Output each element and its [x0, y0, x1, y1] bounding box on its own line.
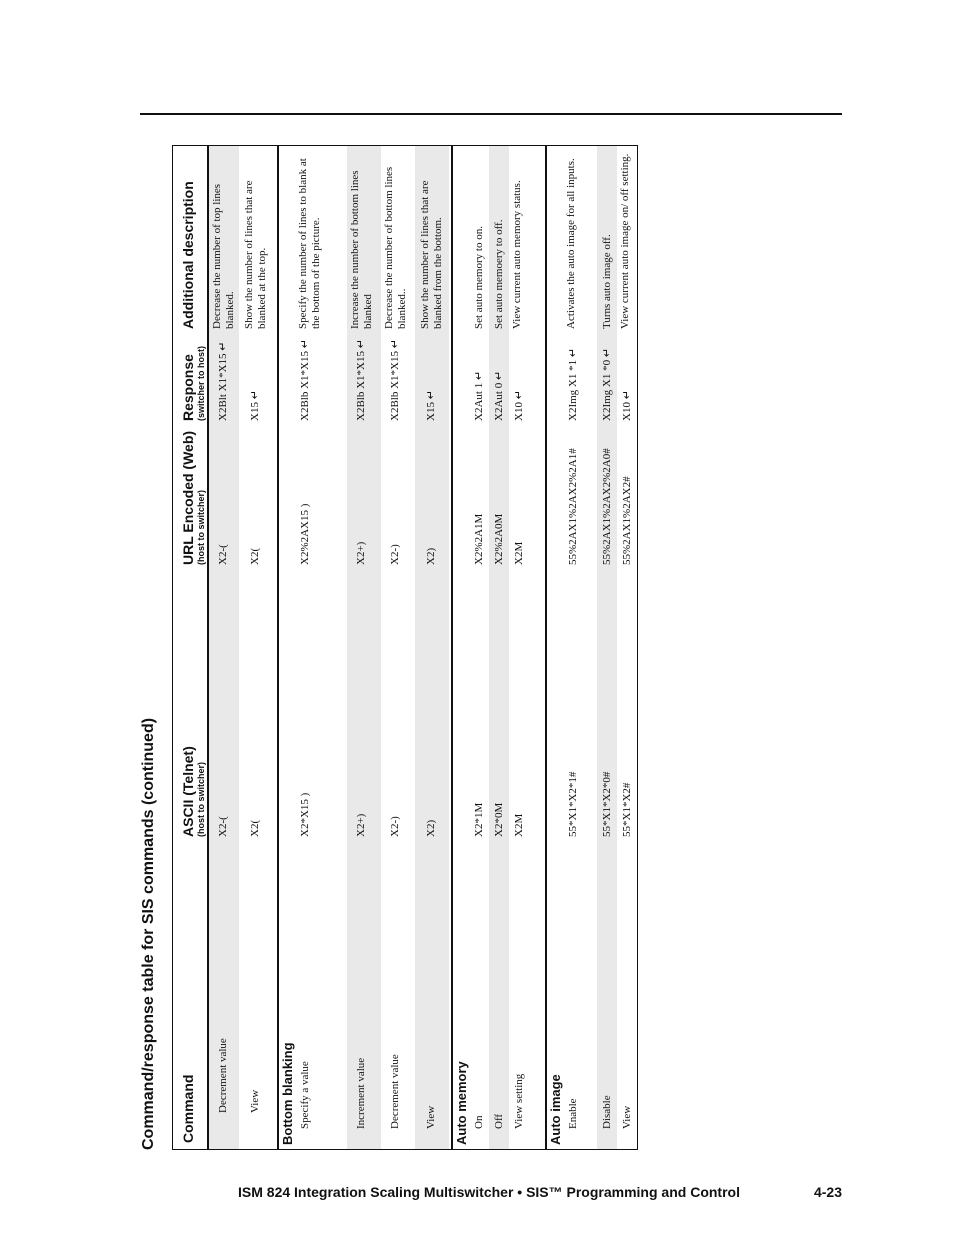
cell-desc: Turns auto image off. [601, 234, 613, 329]
section-divider [451, 146, 453, 1149]
cell-url: X2+) [355, 541, 367, 565]
cell-ascii: X2( [249, 819, 261, 837]
cell-command: Increment value [355, 1057, 367, 1129]
cell-ascii: X2M [513, 813, 525, 837]
table-row [415, 146, 449, 1149]
footer-title: ISM 824 Integration Scaling Multiswitcher • SIS™ Programming and Control [238, 1184, 740, 1200]
cell-url: 55%2AX1%2AX2# [621, 476, 633, 565]
table-row [489, 146, 509, 1149]
cell-url: X2-( [217, 544, 229, 565]
cell-response: X2Img X1 *1 ↵ [567, 347, 579, 421]
cell-command: View [249, 1089, 261, 1113]
cell-ascii: 55*X1*X2# [621, 782, 633, 837]
cell-desc: View current auto memory status. [511, 180, 523, 329]
cell-response: X2Aut 1 ↵ [473, 370, 485, 421]
header-url-title: URL Encoded (Web) [180, 430, 196, 565]
cell-url: 55%2AX1%2AX2%2A1# [567, 448, 579, 565]
cell-desc: Increase the number of bottom lines blanked [349, 170, 374, 329]
table-row [597, 146, 617, 1149]
section-bottom-blanking: Bottom blanking [280, 1042, 295, 1145]
cell-ascii: X2*1M [473, 802, 485, 837]
cell-command: Enable [567, 1098, 579, 1129]
page-footer [238, 1184, 842, 1200]
cell-desc: Show the number of lines that are blanked at the top. [243, 180, 268, 329]
table-row [617, 146, 653, 1149]
cell-desc: Decrease the number of bottom lines blanked.. [383, 166, 408, 329]
cell-response: X2Img X1 *0 ↵ [601, 347, 613, 421]
cell-command: View [621, 1105, 633, 1129]
cell-desc: Set auto memoery to off. [493, 219, 505, 329]
cell-url: X2M [513, 541, 525, 565]
cell-desc: Show the number of lines that are blanked from the bottom. [419, 180, 444, 329]
section-auto-memory: Auto memory [454, 1061, 469, 1145]
section-divider [545, 146, 547, 1149]
cell-response: X10 ↵ [513, 390, 525, 421]
cell-ascii: X2-( [217, 816, 229, 837]
cell-desc: Activates the auto image for all inputs. [565, 158, 577, 329]
cell-response: X10 ↵ [621, 390, 633, 421]
cell-desc: Decrease the number of top lines blanked. [211, 183, 236, 329]
header-response-sub: (switcher to host) [196, 345, 206, 421]
cell-ascii: X2*X15 ) [299, 792, 311, 837]
cell-command: View setting [513, 1073, 525, 1129]
cell-desc: Set auto memory to on. [473, 226, 485, 329]
cell-url: X2%2AX15 ) [299, 503, 311, 565]
command-table [172, 145, 638, 1150]
cell-desc: Specify the number of lines to blank at the bottom of the picture. [297, 158, 322, 329]
header-command: Command [180, 1074, 196, 1143]
cell-ascii: 55*X1*X2*0# [601, 771, 613, 837]
cell-ascii: X2+) [355, 813, 367, 837]
cell-command: Decrement value [389, 1054, 401, 1129]
cell-ascii: X2*0M [493, 802, 505, 837]
page-number: 4-23 [813, 1184, 842, 1200]
section-divider [277, 146, 279, 1149]
cell-response: X2Blb X1*X15 ↵ [389, 339, 401, 421]
cell-response: X15 ↵ [249, 390, 261, 421]
table-caption: Command/response table for SIS commands (continued) [140, 717, 157, 1150]
cell-ascii: 55*X1*X2*1# [567, 771, 579, 837]
table-row [347, 146, 381, 1149]
cell-url: X2-) [389, 544, 401, 565]
cell-command: Disable [601, 1095, 613, 1129]
table-row [509, 146, 543, 1149]
rotated-table-region [140, 140, 640, 1150]
header-ascii-title: ASCII (Telnet) [180, 746, 196, 837]
header-ascii [181, 746, 206, 837]
cell-command: Specify a value [299, 1061, 311, 1129]
cell-response: X2Blb X1*X15 ↵ [355, 339, 367, 421]
cell-response: X2Aut 0 ↵ [493, 370, 505, 421]
cell-response: X2Blt X1*X15 ↵ [217, 341, 229, 421]
cell-response: X2Blb X1*X15 ↵ [299, 339, 311, 421]
header-url [181, 431, 206, 565]
cell-response: X15 ↵ [425, 390, 437, 421]
cell-command: View [425, 1105, 437, 1129]
header-divider [207, 146, 209, 1149]
header-response-title: Response [180, 354, 196, 421]
cell-command: Off [493, 1113, 505, 1129]
table-row [563, 146, 597, 1149]
table-row [239, 146, 275, 1149]
cell-ascii: X2) [425, 819, 437, 837]
cell-ascii: X2-) [389, 816, 401, 837]
cell-url: X2%2A0M [493, 513, 505, 565]
cell-url: X2%2A1M [473, 513, 485, 565]
rows [209, 146, 637, 1149]
table-row [469, 146, 489, 1149]
cell-command: Decrement value [217, 1038, 229, 1113]
table-row [381, 146, 415, 1149]
cell-url: X2( [249, 547, 261, 565]
cell-url: 55%2AX1%2AX2%2A0# [601, 448, 613, 565]
header-desc: Additional description [180, 181, 196, 329]
cell-command: On [473, 1115, 485, 1129]
cell-url: X2) [425, 547, 437, 565]
table-row [209, 146, 239, 1149]
section-auto-image: Auto image [548, 1074, 563, 1145]
header-ascii-sub: (host to switcher) [196, 761, 206, 837]
header-url-sub: (host to switcher) [196, 489, 206, 565]
header-response [181, 346, 206, 421]
table-row [295, 146, 347, 1149]
header-rule [140, 113, 842, 115]
cell-desc: View current auto image on/ off setting. [619, 153, 631, 329]
